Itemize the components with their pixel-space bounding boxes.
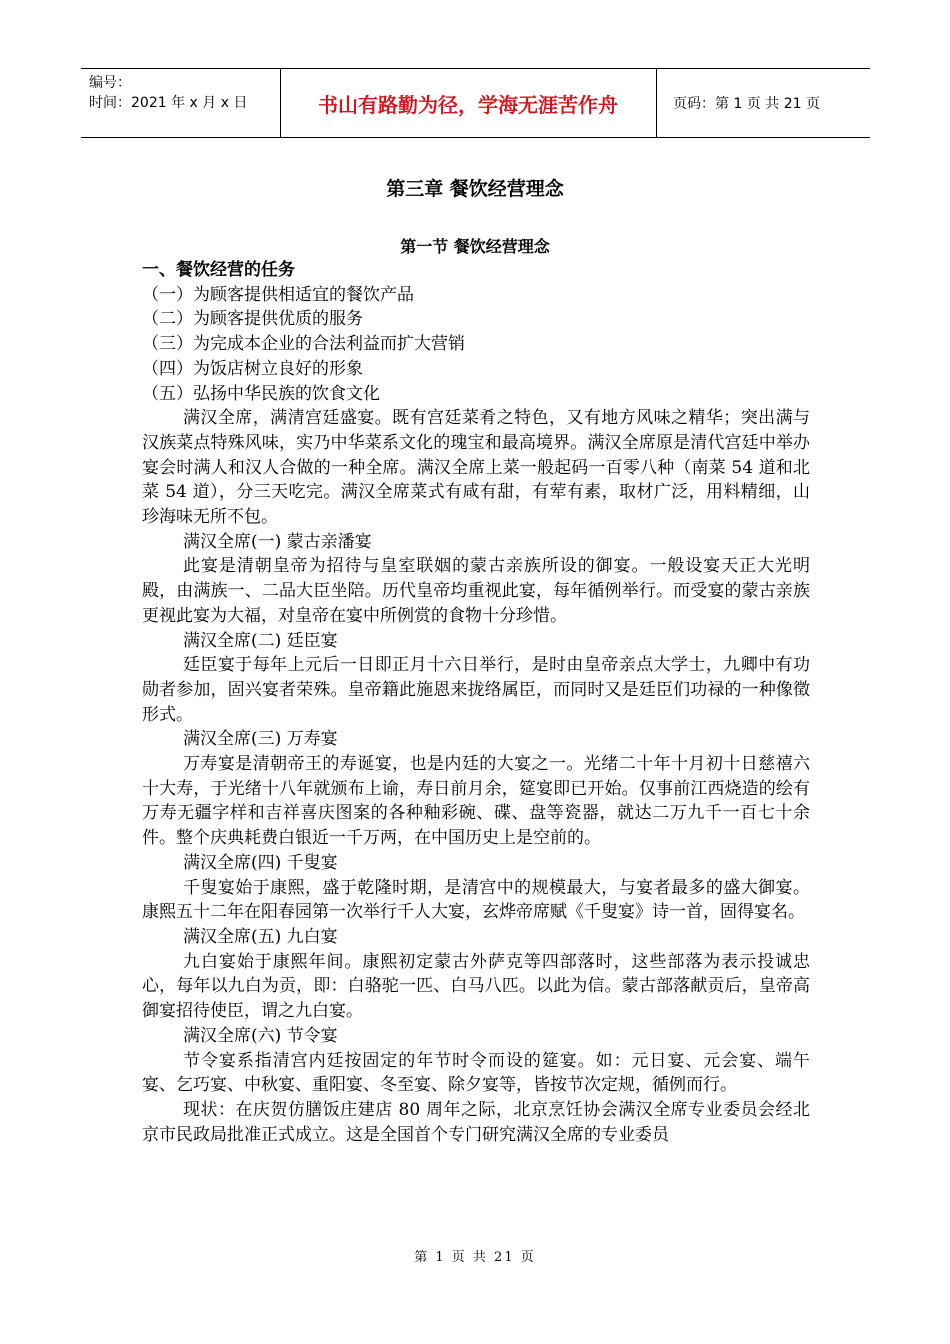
subheading: 满汉全席(二) 廷臣宴 [183, 630, 338, 651]
paragraph: 万寿宴是清朝帝王的寿诞宴，也是内廷的大宴之一。光绪二十年十月初十日慈禧六十大寿，于光绪十八年就颁布上谕，寿日前月余，筵宴即已开始。仅事前江西烧造的绘有万寿无疆字样和吉祥喜庆图案的各种釉彩碗、碟、盘等瓷器，就达二万九千一百七十余件。整个庆典耗费白银近一千万两，在中国历史上是空前的。 [142, 754, 810, 849]
header-number-label: 编号： [89, 75, 131, 91]
paragraph: （二）为顾客提供优质的服务 [142, 309, 363, 330]
chapter-title: 第三章 餐饮经营理念 [386, 178, 564, 200]
subheading: 满汉全席(一) 蒙古亲潘宴 [183, 531, 372, 552]
paragraph: 廷臣宴于每年上元后一日即正月十六日举行，是时由皇帝亲点大学士，九卿中有功勋者参加，固兴宴者荣殊。皇帝籍此施恩来拢络属臣，而同时又是廷臣们功禄的一种像徵形式。 [142, 655, 810, 725]
paragraph: 节令宴系指清宫内廷按固定的年节时令而设的筵宴。如：元日宴、元会宴、端午宴、乞巧宴、中秋宴、重阳宴、冬至宴、除夕宴等，皆按节次定规，循例而行。 [142, 1050, 810, 1096]
subheading: 满汉全席(六) 节令宴 [183, 1025, 338, 1046]
document-header [81, 68, 870, 138]
header-meta [81, 69, 279, 137]
heading: 一、餐饮经营的任务 [142, 260, 295, 280]
paragraph: 现状：在庆贺仿膳饭庄建店 80 周年之际，北京烹饪协会满汉全席专业委员会经北京市民政局批准正式成立。这是全国首个专门研究满汉全席的专业委员 [142, 1099, 810, 1145]
page-footer: 第 1 页 共 21 页 [414, 1250, 536, 1265]
section-title: 第一节 餐饮经营理念 [400, 237, 550, 256]
paragraph: 满汉全席，满清宫廷盛宴。既有宫廷菜肴之特色，又有地方风味之精华；突出满与汉族菜点特殊风味，实乃中华菜系文化的瑰宝和最高境界。满汉全席原是清代宫廷中举办宴会时满人和汉人合做的一种全席。满汉全席上菜一般起码一百零八种（南菜 54 道和北菜 54 道），分三天吃完。满汉全席菜式有咸有甜，有荤有素，取材广泛，用料精细，山珍海味无所不包。 [142, 408, 810, 528]
paragraph: 此宴是清朝皇帝为招待与皇室联姻的蒙古亲族所设的御宴。一般设宴天正大光明殿，由满族一、二品大臣坐陪。历代皇帝均重视此宴，每年循例举行。而受宴的蒙古亲族更视此宴为大福，对皇帝在宴中所例赏的食物十分珍惜。 [142, 556, 810, 626]
header-time-label: 时间：2021 年 x 月 x 日 [89, 95, 248, 111]
paragraph: （三）为完成本企业的合法利益而扩大营销 [142, 334, 465, 355]
subheading: 满汉全席(四) 千叟宴 [183, 852, 338, 873]
paragraph: （五）弘扬中华民族的饮食文化 [142, 383, 380, 404]
header-page-info-text: 页码：第 1 页 共 21 页 [673, 96, 820, 112]
header-motto: 书山有路勤为径，学海无涯苦作舟 [318, 92, 618, 117]
document-body [142, 258, 810, 1147]
header-divider [656, 69, 657, 137]
paragraph: 千叟宴始于康熙，盛于乾隆时期，是清宫中的规模最大，与宴者最多的盛大御宴。康熙五十二年在阳春园第一次举行千人大宴，玄烨帝席赋《千叟宴》诗一首，固得宴名。 [142, 877, 810, 923]
paragraph: （四）为饭店树立良好的形象 [142, 358, 363, 379]
paragraph: （一）为顾客提供相适宜的餐饮产品 [142, 284, 414, 305]
subheading: 满汉全席(五) 九白宴 [183, 926, 338, 947]
paragraph: 九白宴始于康熙年间。康熙初定蒙古外萨克等四部落时，这些部落为表示投诚忠心，每年以九白为贡，即：白骆驼一匹、白马八匹。以此为信。蒙古部落献贡后，皇帝高御宴招待使臣，谓之九白宴。 [142, 951, 810, 1022]
header-page-info [665, 69, 870, 137]
subheading: 满汉全席(三) 万寿宴 [183, 729, 338, 750]
